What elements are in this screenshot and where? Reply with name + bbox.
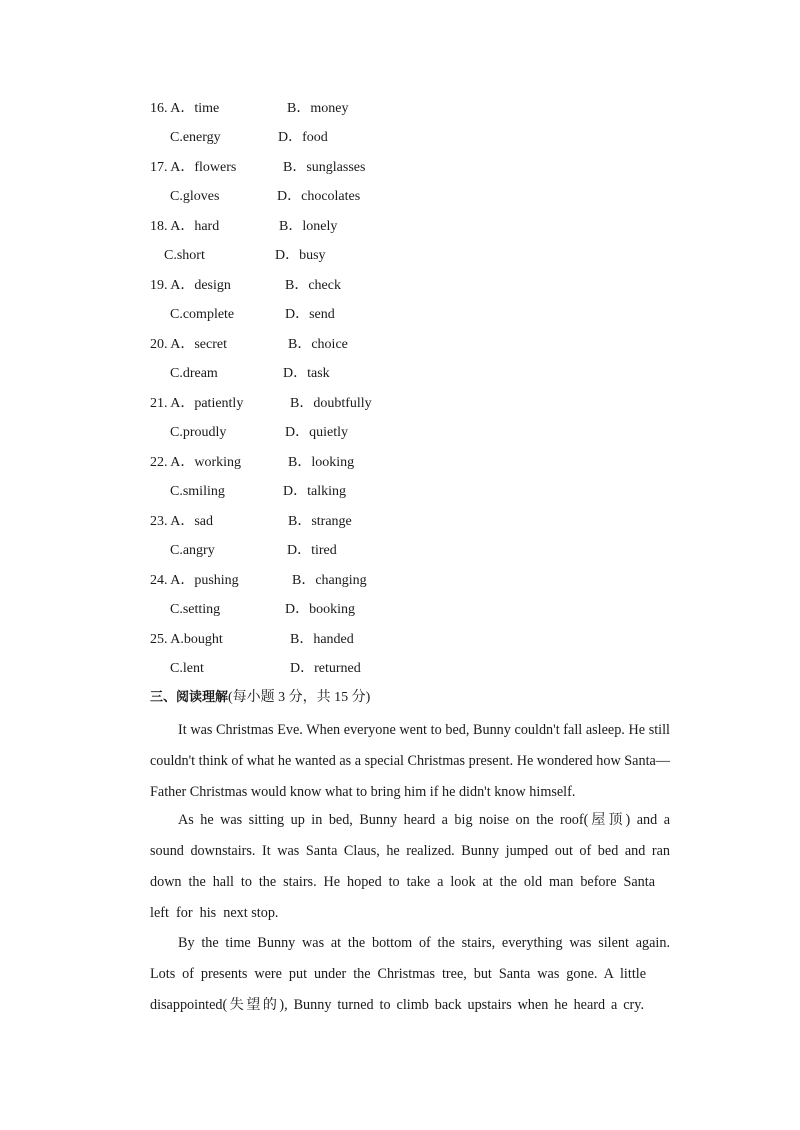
q23-option-c: C.angry [170,543,215,558]
q21-option-c: C.proudly [170,425,227,440]
q25-option-d: D．returned [290,661,361,676]
q20-option-b: B．choice [288,337,348,352]
q21-option-d: D．quietly [285,425,348,440]
q25-option-c: C.lent [170,661,204,676]
q17-option-d: D．chocolates [277,189,361,204]
q16-option-c: C.energy [170,130,221,145]
q20-option-a: 20. A．secret [150,337,227,352]
q24-option-d: D．booking [285,602,355,617]
passage-line: couldn't think of what he wanted as a special Christmas present. He wondered how Santa— [150,753,670,769]
q19-option-b: B．check [285,278,341,293]
passage-line: Lots of presents were put under the Christmas tree, but Santa was gone. A little [150,966,646,982]
q20-option-c: C.dream [170,366,218,381]
q19-option-c: C.complete [170,307,235,322]
q16-option-a: 16. A．time [150,101,220,116]
q23-option-d: D．tired [287,543,337,558]
q25-option-b: B．handed [290,632,354,647]
passage-line: By the time Bunny was at the bottom of the stairs, everything was silent again. [178,935,670,951]
q22-option-b: B．looking [288,455,355,470]
passage-line: It was Christmas Eve. When everyone went to bed, Bunny couldn't fall asleep. He still [178,722,670,738]
q21-option-a: 21. A．patiently [150,396,244,411]
q21-option-b: B．doubtfully [290,396,372,411]
q18-option-d: D．busy [275,248,326,263]
q18-option-c: C.short [164,248,205,263]
passage-line: left for his next stop. [150,905,279,921]
q20-option-d: D．task [283,366,330,381]
section-title: 三、阅读理解 [150,690,229,705]
q24-option-c: C.setting [170,602,221,617]
q17-option-c: C.gloves [170,189,220,204]
q24-option-a: 24. A．pushing [150,573,239,588]
section-note: (每小题 3 分，共 15 分) [228,690,371,705]
q18-option-a: 18. A．hard [150,219,220,234]
passage-paragraph-2 [150,805,670,929]
q17-option-b: B．sunglasses [283,160,366,175]
q23-option-b: B．strange [288,514,352,529]
q24-option-b: B．changing [292,573,367,588]
section-heading [150,688,370,708]
passage-line: As he was sitting up in bed, Bunny heard a big noise on the roof(屋顶) and a [178,812,670,828]
q25-option-a: 25. A.bought [150,632,223,647]
passage-line: Father Christmas would know what to bring him if he didn't know himself. [150,784,576,800]
passage-line: down the hall to the stairs. He hoped to take a look at the old man before Santa [150,874,655,890]
passage-paragraph-3 [150,928,670,1021]
passage-line: disappointed(失望的), Bunny turned to climb back upstairs when he heard a cry. [150,997,644,1013]
passage-line: sound downstairs. It was Santa Claus, he realized. Bunny jumped out of bed and ran [150,843,670,859]
q16-option-b: B．money [287,101,349,116]
q16-option-d: D．food [278,130,328,145]
q23-option-a: 23. A．sad [150,514,213,529]
q18-option-b: B．lonely [279,219,338,234]
q22-option-a: 22. A．working [150,455,241,470]
q19-option-d: D．send [285,307,335,322]
q19-option-a: 19. A．design [150,278,231,293]
q22-option-c: C.smiling [170,484,225,499]
q17-option-a: 17. A．flowers [150,160,237,175]
passage-paragraph-1 [150,715,670,808]
q22-option-d: D．talking [283,484,346,499]
